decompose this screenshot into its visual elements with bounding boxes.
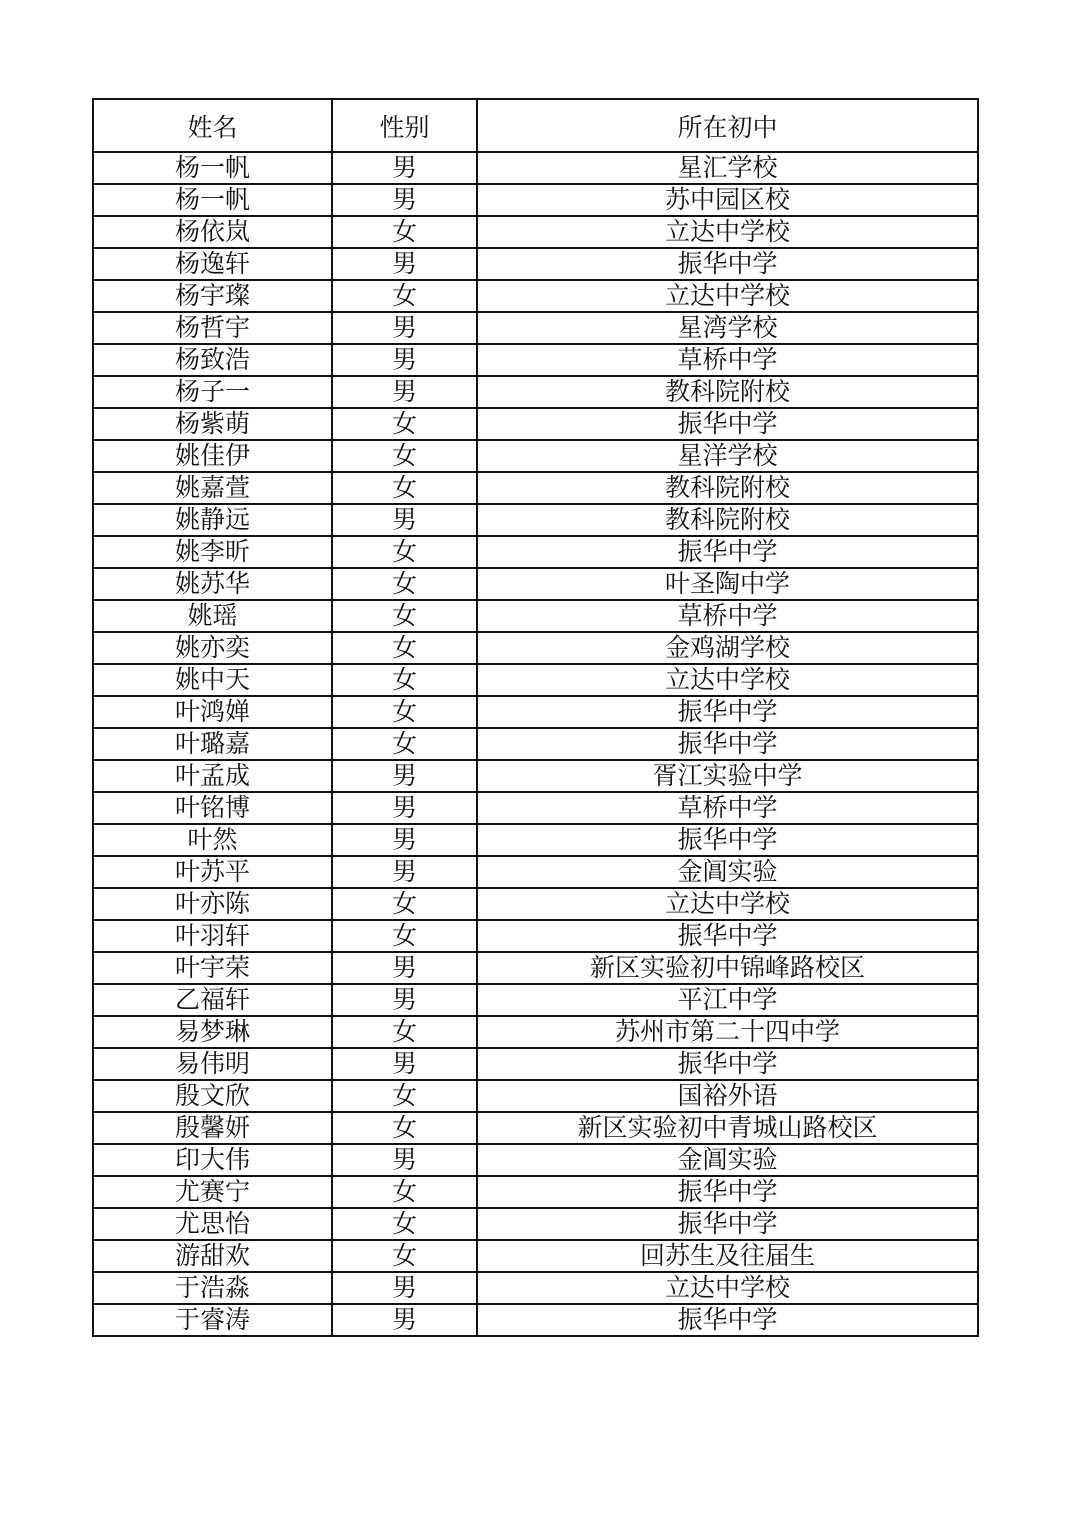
cell-gender: 女 bbox=[332, 440, 477, 472]
cell-junior-school: 金阊实验 bbox=[477, 856, 978, 888]
cell-name: 姚静远 bbox=[93, 504, 332, 536]
cell-name: 杨子一 bbox=[93, 376, 332, 408]
cell-junior-school: 振华中学 bbox=[477, 728, 978, 760]
cell-junior-school: 振华中学 bbox=[477, 1304, 978, 1336]
cell-gender: 男 bbox=[332, 312, 477, 344]
cell-name: 叶璐嘉 bbox=[93, 728, 332, 760]
cell-name: 姚中天 bbox=[93, 664, 332, 696]
table-row bbox=[93, 792, 978, 824]
table-row bbox=[93, 600, 978, 632]
cell-name: 杨哲宇 bbox=[93, 312, 332, 344]
cell-junior-school: 振华中学 bbox=[477, 536, 978, 568]
cell-name: 尤赛宁 bbox=[93, 1176, 332, 1208]
table-row bbox=[93, 1112, 978, 1144]
cell-gender: 女 bbox=[332, 408, 477, 440]
table-row bbox=[93, 440, 978, 472]
cell-gender: 女 bbox=[332, 1112, 477, 1144]
cell-gender: 女 bbox=[332, 472, 477, 504]
cell-junior-school: 国裕外语 bbox=[477, 1080, 978, 1112]
cell-name: 杨一帆 bbox=[93, 152, 332, 184]
cell-name: 叶宇荣 bbox=[93, 952, 332, 984]
cell-gender: 女 bbox=[332, 1240, 477, 1272]
cell-gender: 女 bbox=[332, 632, 477, 664]
cell-gender: 男 bbox=[332, 504, 477, 536]
cell-name: 叶羽轩 bbox=[93, 920, 332, 952]
cell-name: 殷文欣 bbox=[93, 1080, 332, 1112]
cell-name: 殷馨妍 bbox=[93, 1112, 332, 1144]
table-row bbox=[93, 184, 978, 216]
cell-junior-school: 教科院附校 bbox=[477, 504, 978, 536]
table-row bbox=[93, 408, 978, 440]
table-row bbox=[93, 1176, 978, 1208]
table-row bbox=[93, 344, 978, 376]
cell-gender: 男 bbox=[332, 1304, 477, 1336]
cell-gender: 男 bbox=[332, 1144, 477, 1176]
cell-junior-school: 新区实验初中青城山路校区 bbox=[477, 1112, 978, 1144]
cell-junior-school: 立达中学校 bbox=[477, 664, 978, 696]
cell-junior-school: 振华中学 bbox=[477, 1208, 978, 1240]
cell-junior-school: 振华中学 bbox=[477, 248, 978, 280]
cell-junior-school: 教科院附校 bbox=[477, 472, 978, 504]
cell-gender: 女 bbox=[332, 536, 477, 568]
header-gender: 性别 bbox=[332, 99, 477, 152]
table-row bbox=[93, 376, 978, 408]
cell-name: 易梦琳 bbox=[93, 1016, 332, 1048]
cell-name: 姚佳伊 bbox=[93, 440, 332, 472]
cell-gender: 男 bbox=[332, 1048, 477, 1080]
header-row bbox=[93, 99, 978, 152]
table-row bbox=[93, 1144, 978, 1176]
table-row bbox=[93, 1272, 978, 1304]
table-row bbox=[93, 1048, 978, 1080]
cell-name: 于浩淼 bbox=[93, 1272, 332, 1304]
cell-junior-school: 立达中学校 bbox=[477, 280, 978, 312]
cell-junior-school: 振华中学 bbox=[477, 920, 978, 952]
cell-name: 叶铭博 bbox=[93, 792, 332, 824]
table-row bbox=[93, 312, 978, 344]
table-body bbox=[93, 152, 978, 1336]
table-row bbox=[93, 216, 978, 248]
cell-name: 杨依岚 bbox=[93, 216, 332, 248]
table-row bbox=[93, 1304, 978, 1336]
cell-gender: 女 bbox=[332, 280, 477, 312]
cell-name: 姚亦奕 bbox=[93, 632, 332, 664]
table-row bbox=[93, 536, 978, 568]
table-row bbox=[93, 280, 978, 312]
header-junior-school: 所在初中 bbox=[477, 99, 978, 152]
table-row bbox=[93, 760, 978, 792]
cell-gender: 男 bbox=[332, 984, 477, 1016]
cell-name: 杨宇璨 bbox=[93, 280, 332, 312]
cell-gender: 男 bbox=[332, 952, 477, 984]
cell-junior-school: 苏州市第二十四中学 bbox=[477, 1016, 978, 1048]
cell-junior-school: 苏中园区校 bbox=[477, 184, 978, 216]
cell-gender: 男 bbox=[332, 248, 477, 280]
table-row bbox=[93, 1208, 978, 1240]
cell-name: 姚李昕 bbox=[93, 536, 332, 568]
cell-junior-school: 胥江实验中学 bbox=[477, 760, 978, 792]
table-row bbox=[93, 568, 978, 600]
table-row bbox=[93, 664, 978, 696]
table-row bbox=[93, 728, 978, 760]
table-row bbox=[93, 248, 978, 280]
cell-junior-school: 草桥中学 bbox=[477, 792, 978, 824]
cell-name: 姚嘉萱 bbox=[93, 472, 332, 504]
cell-junior-school: 振华中学 bbox=[477, 824, 978, 856]
cell-gender: 女 bbox=[332, 728, 477, 760]
table-row bbox=[93, 696, 978, 728]
cell-gender: 女 bbox=[332, 600, 477, 632]
cell-name: 杨一帆 bbox=[93, 184, 332, 216]
cell-junior-school: 振华中学 bbox=[477, 696, 978, 728]
cell-name: 杨紫萌 bbox=[93, 408, 332, 440]
cell-junior-school: 教科院附校 bbox=[477, 376, 978, 408]
table-row bbox=[93, 1080, 978, 1112]
cell-gender: 男 bbox=[332, 152, 477, 184]
table-row bbox=[93, 1016, 978, 1048]
header-name: 姓名 bbox=[93, 99, 332, 152]
table-row bbox=[93, 472, 978, 504]
cell-junior-school: 振华中学 bbox=[477, 1176, 978, 1208]
cell-gender: 女 bbox=[332, 1016, 477, 1048]
cell-gender: 男 bbox=[332, 344, 477, 376]
cell-gender: 男 bbox=[332, 856, 477, 888]
cell-gender: 男 bbox=[332, 760, 477, 792]
table-row bbox=[93, 504, 978, 536]
cell-gender: 男 bbox=[332, 1272, 477, 1304]
table-row bbox=[93, 952, 978, 984]
table-row bbox=[93, 152, 978, 184]
cell-junior-school: 立达中学校 bbox=[477, 1272, 978, 1304]
cell-name: 于睿涛 bbox=[93, 1304, 332, 1336]
table-row bbox=[93, 920, 978, 952]
cell-gender: 女 bbox=[332, 888, 477, 920]
cell-gender: 男 bbox=[332, 824, 477, 856]
cell-name: 印大伟 bbox=[93, 1144, 332, 1176]
cell-junior-school: 立达中学校 bbox=[477, 216, 978, 248]
cell-name: 叶鸿婵 bbox=[93, 696, 332, 728]
table-row bbox=[93, 984, 978, 1016]
cell-name: 叶亦陈 bbox=[93, 888, 332, 920]
cell-junior-school: 振华中学 bbox=[477, 408, 978, 440]
table-row bbox=[93, 824, 978, 856]
cell-name: 杨致浩 bbox=[93, 344, 332, 376]
cell-junior-school: 立达中学校 bbox=[477, 888, 978, 920]
cell-name: 游甜欢 bbox=[93, 1240, 332, 1272]
table-row bbox=[93, 856, 978, 888]
table-row bbox=[93, 632, 978, 664]
cell-name: 乙福轩 bbox=[93, 984, 332, 1016]
cell-junior-school: 平江中学 bbox=[477, 984, 978, 1016]
cell-gender: 女 bbox=[332, 216, 477, 248]
cell-gender: 女 bbox=[332, 920, 477, 952]
cell-name: 姚瑶 bbox=[93, 600, 332, 632]
cell-junior-school: 金鸡湖学校 bbox=[477, 632, 978, 664]
cell-junior-school: 星湾学校 bbox=[477, 312, 978, 344]
cell-gender: 女 bbox=[332, 1176, 477, 1208]
cell-junior-school: 新区实验初中锦峰路校区 bbox=[477, 952, 978, 984]
cell-gender: 男 bbox=[332, 376, 477, 408]
cell-junior-school: 草桥中学 bbox=[477, 344, 978, 376]
cell-name: 叶然 bbox=[93, 824, 332, 856]
cell-name: 叶苏平 bbox=[93, 856, 332, 888]
cell-name: 姚苏华 bbox=[93, 568, 332, 600]
cell-name: 杨逸轩 bbox=[93, 248, 332, 280]
cell-junior-school: 振华中学 bbox=[477, 1048, 978, 1080]
cell-name: 尤思怡 bbox=[93, 1208, 332, 1240]
cell-junior-school: 叶圣陶中学 bbox=[477, 568, 978, 600]
cell-gender: 女 bbox=[332, 696, 477, 728]
cell-name: 叶孟成 bbox=[93, 760, 332, 792]
cell-gender: 女 bbox=[332, 664, 477, 696]
cell-name: 易伟明 bbox=[93, 1048, 332, 1080]
table-row bbox=[93, 888, 978, 920]
student-school-table bbox=[92, 98, 979, 1337]
cell-gender: 女 bbox=[332, 1080, 477, 1112]
cell-junior-school: 草桥中学 bbox=[477, 600, 978, 632]
cell-junior-school: 金阊实验 bbox=[477, 1144, 978, 1176]
cell-gender: 女 bbox=[332, 1208, 477, 1240]
cell-gender: 男 bbox=[332, 184, 477, 216]
cell-junior-school: 星汇学校 bbox=[477, 152, 978, 184]
cell-gender: 女 bbox=[332, 568, 477, 600]
cell-junior-school: 星洋学校 bbox=[477, 440, 978, 472]
cell-gender: 男 bbox=[332, 792, 477, 824]
cell-junior-school: 回苏生及往届生 bbox=[477, 1240, 978, 1272]
table-row bbox=[93, 1240, 978, 1272]
